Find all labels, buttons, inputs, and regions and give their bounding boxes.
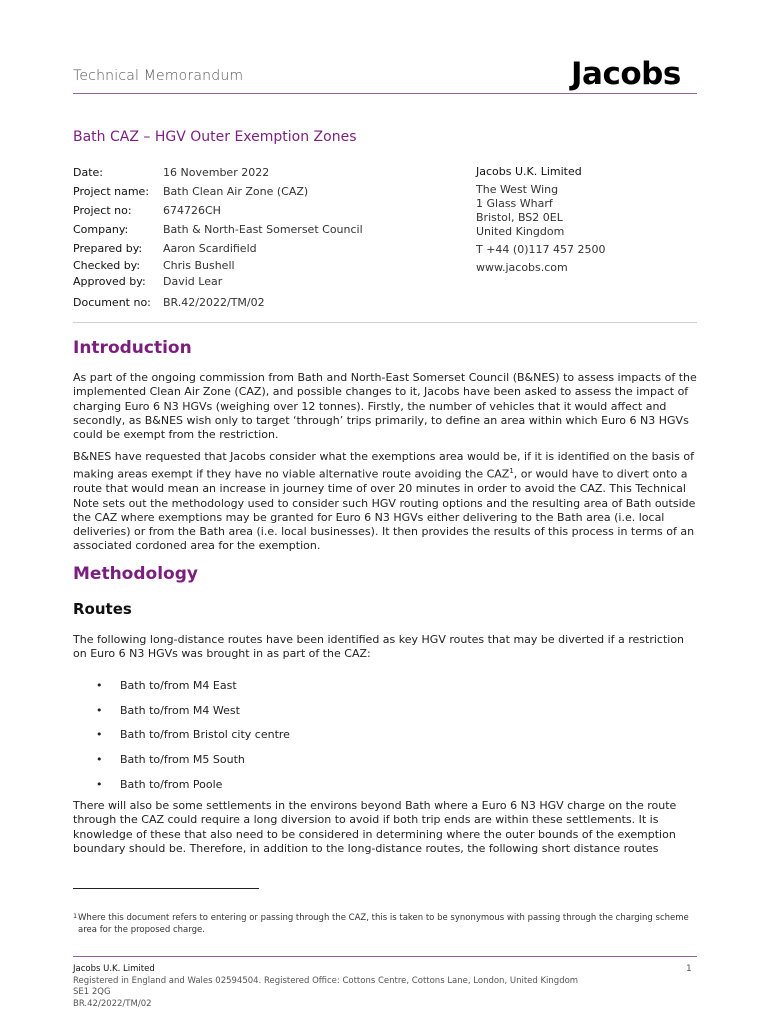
list-item: [96, 673, 290, 698]
meta-value: Chris Bushell: [163, 258, 235, 272]
list-item: [96, 698, 290, 723]
list-item: [96, 772, 290, 797]
meta-row-project-name: [73, 182, 363, 201]
address-line: 1 Glass Wharf: [476, 197, 553, 210]
meta-label: Document no:: [73, 295, 151, 309]
list-item: [96, 723, 290, 748]
section-heading: Methodology: [73, 564, 198, 584]
company-phone: T +44 (0)117 457 2500: [476, 243, 606, 256]
meta-row-company: [73, 220, 363, 239]
meta-value: Bath Clean Air Zone (CAZ): [163, 185, 309, 198]
routes-list: [96, 673, 290, 797]
footer-company: Jacobs U.K. Limited: [73, 964, 155, 974]
footer-registration: Registered in England and Wales 02594504. Registered Office: Cottons Centre, Cottons Lane, London, United Kingdom: [73, 975, 579, 986]
meta-label: Project name:: [73, 185, 150, 198]
bullet-icon: •: [96, 678, 103, 692]
list-item-text: Bath to/from Poole: [120, 778, 223, 792]
meta-value: David Lear: [163, 275, 223, 288]
routes-heading: [73, 600, 132, 618]
section-heading: Introduction: [73, 338, 192, 358]
memo-subject: Bath CAZ – HGV Outer Exemption Zones: [73, 129, 357, 145]
address-line: The West Wing: [476, 183, 559, 196]
address-line: United Kingdom: [476, 225, 565, 238]
footnote-ref[interactable]: 1: [509, 467, 514, 476]
page-footer: [73, 964, 578, 1010]
intro-paragraph-2: [73, 450, 698, 554]
meta-value: 674726CH: [163, 204, 221, 217]
subsection-heading: Routes: [73, 600, 132, 618]
meta-row-project-no: [73, 201, 363, 220]
footnote-divider: [73, 888, 259, 889]
jacobs-logo: Jacobs: [571, 56, 681, 92]
company-website-link[interactable]: www.jacobs.com: [476, 261, 568, 274]
bullet-icon: •: [96, 728, 103, 742]
footer-document-no: BR.42/2022/TM/02: [73, 998, 152, 1009]
metadata-divider: [73, 322, 697, 323]
footer-divider: [73, 956, 697, 957]
list-item: [96, 747, 290, 772]
meta-label: Project no:: [73, 204, 132, 217]
intro-paragraph-1: As part of the ongoing commission from Bath and North-East Somerset Council (B&NES) to assess impacts of the implemented Clean Air Zone (CAZ), and possible changes to it, Jacobs have been asked to assess the impact of charging Euro 6 N3 HGVs (weighing over 12 tonnes). Firstly, the number of vehicles that it would affect and secondly, as B&NES wish only to target ‘through’ trips primarily, to define an area within which Euro 6 N3 HGVs could be exempt from the restriction.: [73, 371, 697, 442]
meta-label: Date:: [73, 166, 103, 179]
meta-label: Company:: [73, 223, 129, 236]
routes-paragraph: The following long-distance routes have been identified as key HGV routes that may be diverted if a restriction on Euro 6 N3 HGVs was brought in as part of the CAZ:: [73, 633, 685, 661]
meta-row-approved-by: [73, 274, 363, 291]
meta-label: Approved by:: [73, 275, 146, 288]
list-item-text: Bath to/from M5 South: [120, 753, 245, 767]
company-name: Jacobs U.K. Limited: [476, 165, 582, 178]
page-number: 1: [686, 964, 692, 974]
memo-metadata: [73, 163, 363, 312]
meta-value: BR.42/2022/TM/02: [163, 295, 265, 309]
footnote-text: Where this document refers to entering or passing through the CAZ, this is taken to be synonymous with passing through the charging scheme area for the proposed charge.: [78, 913, 689, 935]
company-address-block: [476, 165, 606, 275]
meta-row-document-no: [73, 293, 363, 312]
footnote-number: 1: [73, 912, 78, 920]
settlements-paragraph: There will also be some settlements in the environs beyond Bath where a Euro 6 N3 HGV charge on the route through the CAZ could require a long diversion to avoid if both trip ends are within these settlements. It is knowledge of these that also need to be considered in determining where the outer bounds of the exemption boundary should be. Therefore, in addition to the long-distance routes, the following short distance routes: [73, 799, 677, 855]
intro-paragraph-2-text: B&NES have requested that Jacobs consider what the exemptions area would be, if it is identified on the basis of making areas exempt if they have no viable alternative route avoiding the CAZ: [73, 450, 695, 481]
footer-postcode: SE1 2QG: [73, 987, 111, 998]
list-item-text: Bath to/from M4 East: [120, 678, 237, 692]
bullet-icon: •: [96, 753, 103, 767]
list-item-text: Bath to/from Bristol city centre: [120, 728, 290, 742]
footnote: [73, 912, 698, 936]
meta-value: 16 November 2022: [163, 166, 270, 179]
bullet-icon: •: [96, 703, 103, 717]
meta-value: Aaron Scardifield: [163, 242, 257, 255]
header-divider: [73, 93, 697, 94]
meta-label: Checked by:: [73, 258, 141, 272]
meta-value: Bath & North-East Somerset Council: [163, 223, 363, 236]
list-item-text: Bath to/from M4 West: [120, 703, 240, 717]
bullet-icon: •: [96, 778, 103, 792]
document-type: Technical Memorandum: [73, 68, 244, 84]
methodology-heading: [73, 564, 198, 584]
meta-row-prepared-by: [73, 241, 363, 258]
address-line: Bristol, BS2 0EL: [476, 211, 563, 224]
meta-row-date: [73, 163, 363, 182]
intro-paragraph-2-text-cont: , or would have to divert onto a route that would mean an increase in journey time of over 20 minutes in order to avoid the CAZ. This Technical Note sets out the methodology used to consider such HGV routing options and the resulting area of Bath outside the CAZ where exemptions may be granted for Euro 6 N3 HGVs either delivering to the Bath area (i.e. local deliveries) or from the Bath area (i.e. local businesses). It then provides the results of this process in terms of an associated cordoned area for the exemption.: [73, 467, 696, 553]
meta-label: Prepared by:: [73, 242, 143, 255]
meta-row-checked-by: [73, 258, 363, 275]
introduction-heading: [73, 338, 192, 358]
